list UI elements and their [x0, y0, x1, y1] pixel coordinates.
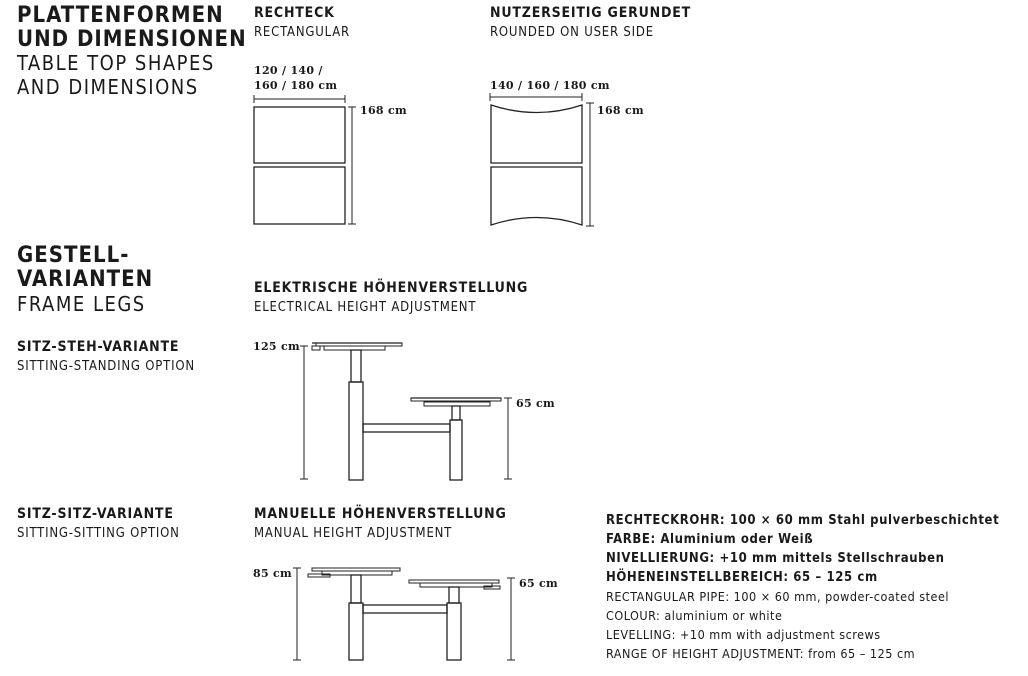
manual-heading-de: MANUELLE HÖHENVERSTELLUNG: [254, 506, 507, 522]
sit-stand-height-high: 125 cm: [253, 340, 300, 353]
rectangular-tabletops: [254, 95, 356, 224]
sit-stand-height-low: 65 cm: [516, 397, 555, 410]
spec-pipe-en: RECTANGULAR PIPE: 100 × 60 mm, powder-coated steel: [606, 589, 950, 604]
rectangular-depth-label: 168 cm: [360, 104, 407, 117]
sit-sit-height-low: 65 cm: [519, 577, 558, 590]
sit-sit-heading-de: SITZ-SITZ-VARIANTE: [17, 506, 174, 522]
sit-stand-heading-de: SITZ-STEH-VARIANTE: [17, 339, 180, 355]
spec-pipe-de: RECHTECKROHR: 100 × 60 mm Stahl pulverbeschichtet: [606, 513, 1000, 528]
rounded-depth-label: 168 cm: [597, 104, 644, 117]
spec-color-en: COLOUR: aluminium or white: [606, 608, 783, 623]
rectangular-heading-en: RECTANGULAR: [254, 25, 350, 40]
sit-stand-frame: [300, 343, 512, 480]
frame-heading-en: FRAME LEGS: [17, 292, 146, 316]
rounded-tabletops: [490, 93, 594, 226]
title-de-line1: PLATTENFORMEN: [17, 3, 224, 28]
rectangular-width-line1: 120 / 140 /: [254, 64, 323, 77]
title-en-line1: TABLE TOP SHAPES: [17, 51, 215, 75]
frame-heading-de-line2: VARIANTEN: [17, 267, 154, 292]
spec-color-de: FARBE: Aluminium oder Weiß: [606, 532, 814, 547]
sit-sit-heading-en: SITTING-SITTING OPTION: [17, 526, 180, 541]
title-en-line2: AND DIMENSIONS: [17, 75, 199, 99]
rectangular-heading-de: RECHTECK: [254, 5, 335, 21]
spec-level-en: LEVELLING: +10 mm with adjustment screws: [606, 627, 881, 642]
spec-level-de: NIVELLIERUNG: +10 mm mittels Stellschrauben: [606, 551, 945, 566]
rounded-heading-en: ROUNDED ON USER SIDE: [490, 25, 654, 40]
rectangular-width-line2: 160 / 180 cm: [254, 79, 338, 92]
rounded-width-label: 140 / 160 / 180 cm: [490, 79, 610, 92]
sit-sit-height-high: 85 cm: [253, 567, 292, 580]
manual-heading-en: MANUAL HEIGHT ADJUSTMENT: [254, 526, 453, 541]
title-de-line2: UND DIMENSIONEN: [17, 27, 247, 52]
frame-heading-de-line1: GESTELL-: [17, 243, 130, 268]
sit-sit-frame: [293, 568, 515, 660]
sit-stand-heading-en: SITTING-STANDING OPTION: [17, 359, 195, 374]
rounded-heading-de: NUTZERSEITIG GERUNDET: [490, 5, 692, 21]
spec-range-en: RANGE OF HEIGHT ADJUSTMENT: from 65 – 125 cm: [606, 646, 916, 661]
electric-heading-de: ELEKTRISCHE HÖHENVERSTELLUNG: [254, 280, 529, 296]
electric-heading-en: ELECTRICAL HEIGHT ADJUSTMENT: [254, 300, 477, 315]
spec-range-de: HÖHENEINSTELLBEREICH: 65 – 125 cm: [606, 570, 878, 585]
